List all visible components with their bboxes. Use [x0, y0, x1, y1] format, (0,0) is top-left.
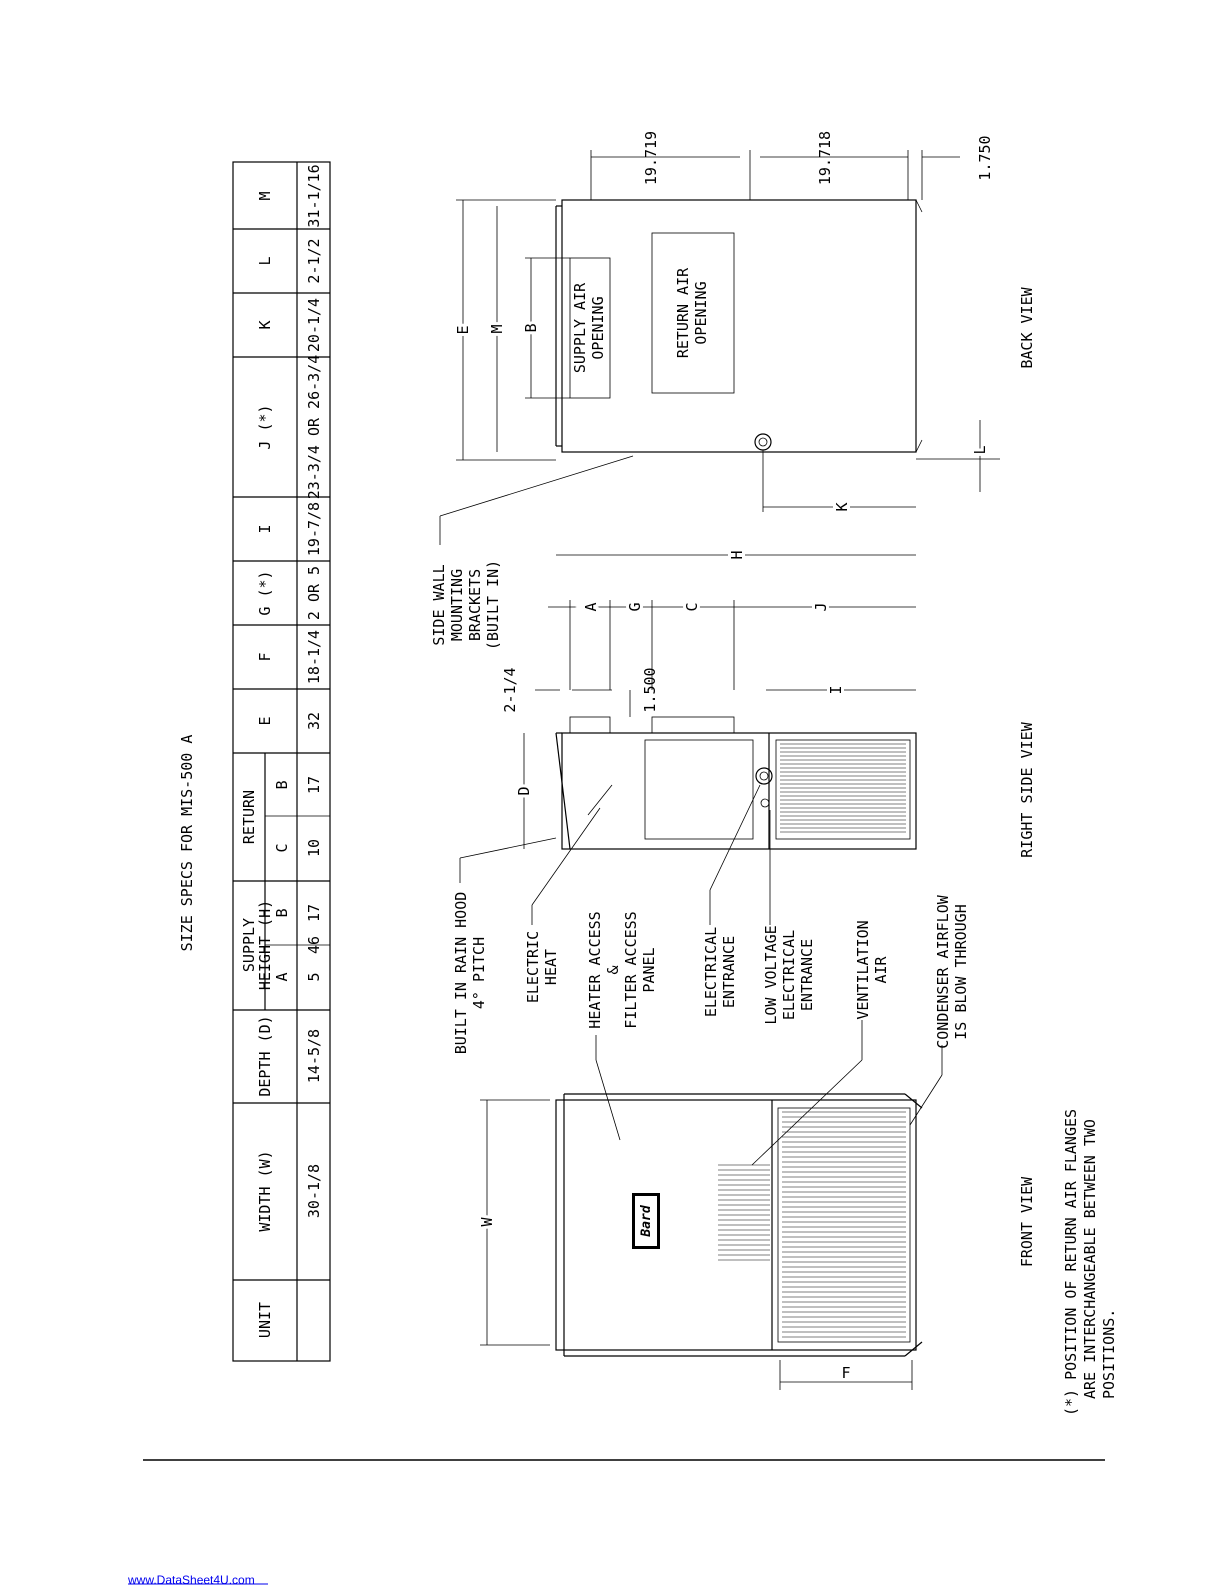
- value-k: 20-1/4: [305, 297, 323, 353]
- header-i: I: [256, 524, 274, 534]
- dim-j: J: [812, 602, 830, 612]
- callout-side-wall-1: SIDE WALL: [430, 564, 448, 646]
- front-view-label: FRONT VIEW: [1018, 1176, 1036, 1268]
- value-width: 30-1/8: [305, 1163, 323, 1219]
- dim-c: C: [683, 602, 701, 612]
- header-depth: DEPTH (D): [256, 1015, 274, 1097]
- dim-m: M: [488, 324, 506, 334]
- back-view-label: BACK VIEW: [1018, 287, 1036, 369]
- dim-b: B: [522, 323, 540, 333]
- callout-electric-heat-1: ELECTRIC: [524, 930, 542, 1004]
- notes: [1062, 1109, 1118, 1416]
- callout-rain-hood-1: BUILT IN RAIN HOOD: [452, 891, 470, 1055]
- dim-19-719: 19.719: [642, 130, 660, 186]
- ventilation-grille: [718, 1165, 770, 1260]
- value-m: 31-1/16: [305, 164, 323, 228]
- dim-w: W: [478, 1217, 496, 1227]
- note-line-2: ARE INTERCHANGEABLE BETWEEN TWO: [1081, 1119, 1099, 1399]
- header-l: L: [256, 256, 274, 266]
- value-supply-a: 5: [305, 972, 323, 982]
- header-g: G (*): [256, 570, 274, 616]
- header-return: RETURN: [240, 789, 258, 845]
- callout-electrical-entrance-2: ENTRANCE: [720, 935, 738, 1009]
- supply-air-opening-line2: OPENING: [589, 296, 607, 360]
- callout-side-wall-2: MOUNTING: [448, 568, 466, 642]
- callout-condenser-1: CONDENSER AIRFLOW: [934, 895, 952, 1049]
- dim-d: D: [515, 786, 533, 796]
- value-height: 46: [305, 935, 323, 955]
- front-view: [478, 1094, 1036, 1390]
- dim-19-718: 19.718: [816, 130, 834, 186]
- value-e: 32: [305, 711, 323, 731]
- value-return-c: 10: [305, 838, 323, 858]
- callout-ventilation-1: VENTILATION: [854, 920, 872, 1020]
- back-view: [454, 131, 1036, 512]
- header-e: E: [256, 716, 274, 726]
- right-side-view-label: RIGHT SIDE VIEW: [1018, 722, 1036, 858]
- dim-1-750: 1.750: [976, 135, 994, 181]
- header-width: WIDTH (W): [256, 1150, 274, 1232]
- value-f: 18-1/4: [305, 629, 323, 685]
- callout-low-voltage-3: ENTRANCE: [798, 938, 816, 1012]
- value-supply-b: 17: [305, 903, 323, 923]
- value-j: 23-3/4 OR 26-3/4: [305, 354, 323, 500]
- dim-g: G: [626, 602, 644, 612]
- value-l: 2-1/2: [305, 238, 323, 284]
- svg-text:Bard: Bard: [639, 1205, 654, 1237]
- header-j: J (*): [256, 404, 274, 450]
- value-depth: 14-5/8: [305, 1028, 323, 1084]
- header-m: M: [256, 191, 274, 201]
- dim-i: I: [827, 685, 845, 695]
- header-supply-a: A: [273, 972, 291, 982]
- bard-logo: [632, 1193, 660, 1249]
- callout-heater-access-2: &: [604, 965, 622, 975]
- footer-link[interactable]: www.DataSheet4U.com: [128, 1573, 255, 1585]
- callout-heater-access-4: PANEL: [640, 947, 658, 993]
- return-air-opening-line1: RETURN AIR: [674, 267, 692, 359]
- header-return-c: C: [273, 843, 291, 853]
- callout-heater-access-3: FILTER ACCESS: [622, 911, 640, 1029]
- header-height: HEIGHT (H): [256, 899, 274, 991]
- size-specs-table: [178, 162, 330, 1361]
- condenser-grille: [782, 1112, 906, 1337]
- callouts: [430, 456, 970, 1165]
- dim-k: K: [833, 502, 851, 512]
- header-f: F: [256, 652, 274, 662]
- callout-low-voltage-2: ELECTRICAL: [780, 929, 798, 1021]
- table-title: SIZE SPECS FOR MIS-500 A: [178, 734, 196, 952]
- callout-side-wall-4: (BUILT IN): [484, 559, 502, 651]
- dim-e: E: [454, 325, 472, 335]
- callout-side-wall-3: BRACKETS: [466, 568, 484, 642]
- dim-1-500: 1.500: [641, 667, 659, 713]
- callout-rain-hood-2: 4° PITCH: [470, 936, 488, 1010]
- header-k: K: [256, 320, 274, 330]
- dim-h: H: [728, 550, 746, 560]
- dim-f: F: [841, 1364, 851, 1382]
- return-air-opening-line2: OPENING: [692, 281, 710, 345]
- right-side-view: [501, 550, 1036, 857]
- header-supply-b: B: [273, 908, 291, 918]
- dim-l: L: [971, 445, 989, 455]
- callout-condenser-2: IS BLOW THROUGH: [952, 904, 970, 1040]
- value-i: 19-7/8: [305, 501, 323, 557]
- note-line-3: POSITIONS.: [1100, 1308, 1118, 1399]
- dim-2-1-4: 2-1/4: [501, 667, 519, 713]
- header-unit: UNIT: [256, 1301, 274, 1339]
- note-line-1: (*) POSITION OF RETURN AIR FLANGES: [1062, 1108, 1080, 1416]
- supply-air-opening-line1: SUPPLY AIR: [571, 282, 589, 374]
- header-supply: SUPPLY: [240, 917, 258, 973]
- header-return-b: B: [273, 780, 291, 790]
- dim-a: A: [582, 602, 600, 612]
- callout-electric-heat-2: HEAT: [542, 948, 560, 986]
- value-return-b: 17: [305, 775, 323, 795]
- side-condenser-grille: [780, 744, 906, 832]
- callout-electrical-entrance-1: ELECTRICAL: [702, 926, 720, 1018]
- callout-ventilation-2: AIR: [872, 956, 890, 984]
- callout-low-voltage-1: LOW VOLTAGE: [762, 925, 780, 1025]
- callout-heater-access-1: HEATER ACCESS: [586, 911, 604, 1029]
- value-g: 2 OR 5: [305, 565, 323, 621]
